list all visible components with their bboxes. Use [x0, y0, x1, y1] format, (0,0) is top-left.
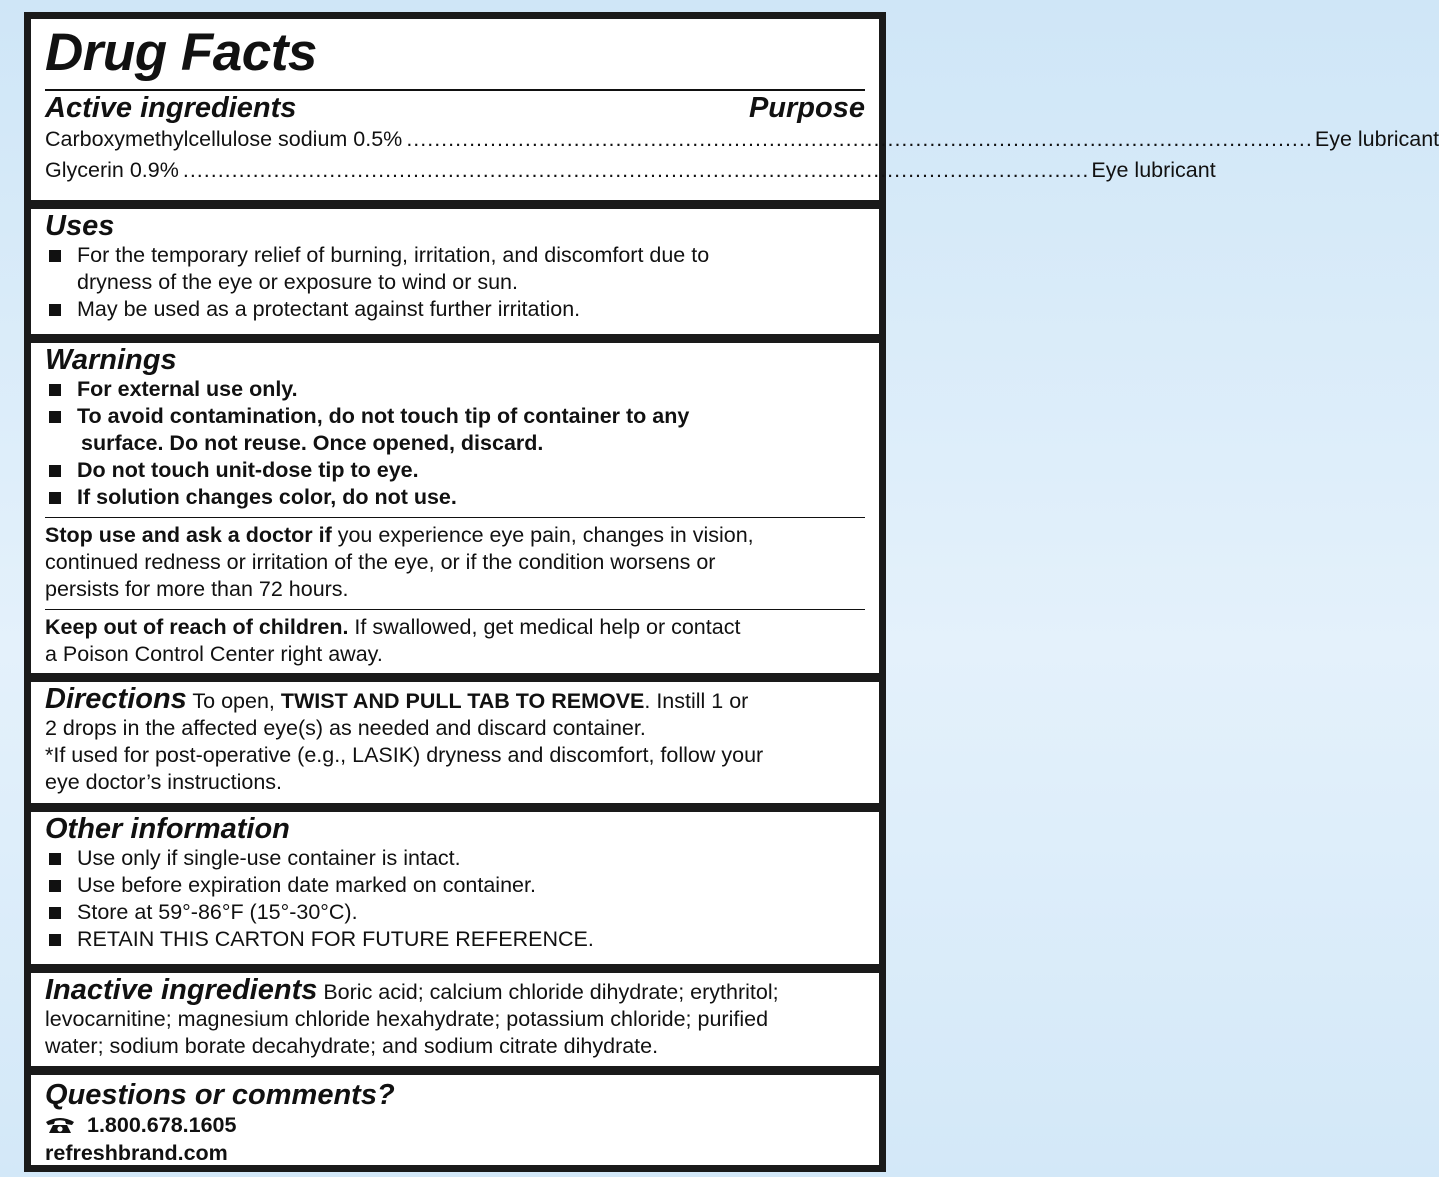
bullet-icon — [49, 492, 61, 504]
active-ingredients-heading: Active ingredients — [45, 92, 297, 124]
phone-row[interactable] — [45, 1111, 865, 1139]
ingredient-row — [45, 124, 1439, 155]
bullet-icon — [49, 465, 61, 477]
list-item — [45, 926, 865, 953]
stop-use-text: persists for more than 72 hours. — [45, 577, 349, 601]
bullet-icon — [49, 934, 61, 946]
directions-heading: Directions — [45, 683, 187, 715]
list-item-text: For external use only. — [77, 377, 298, 401]
directions-text: . Instill 1 or — [644, 689, 749, 713]
ingredient-name: Carboxymethylcellulose sodium 0.5% — [45, 127, 403, 151]
stop-use-text: you experience eye pain, changes in vision, — [331, 523, 754, 547]
list-item — [45, 296, 865, 323]
list-item — [45, 872, 865, 899]
bullet-icon — [49, 384, 61, 396]
questions-panel — [31, 1075, 879, 1165]
bullet-icon — [49, 907, 61, 919]
list-item — [45, 242, 865, 296]
list-item-text: May be used as a protectant against further irritation. — [77, 297, 581, 321]
directions-text: To open, — [186, 689, 281, 713]
divider — [45, 609, 865, 610]
list-item — [45, 845, 865, 872]
keep-out-text: If swallowed, get medical help or contact — [348, 615, 741, 639]
list-item-text: If solution changes color, do not use. — [77, 485, 457, 509]
drug-facts-label — [24, 12, 1439, 1172]
uses-panel — [31, 209, 879, 334]
website-link[interactable]: refreshbrand.com — [45, 1141, 228, 1165]
inactive-block — [45, 974, 865, 1060]
list-item-text: surface. Do not reuse. Once opened, discard. — [81, 431, 544, 455]
list-item — [45, 376, 865, 403]
bullet-icon — [49, 250, 61, 262]
list-item — [45, 484, 865, 511]
keep-out-text: a Poison Control Center right away. — [45, 642, 383, 666]
phone-number[interactable]: 1.800.678.1605 — [87, 1113, 237, 1137]
list-item-text: dryness of the eye or exposure to wind or sun. — [77, 270, 518, 294]
list-item-text: RETAIN THIS CARTON FOR FUTURE REFERENCE. — [77, 927, 594, 951]
list-item-text: Do not touch unit-dose tip to eye. — [77, 458, 419, 482]
divider — [45, 517, 865, 518]
warnings-panel — [31, 343, 879, 673]
directions-panel — [31, 682, 879, 803]
inactive-ingredients-heading: Inactive ingredients — [45, 974, 318, 1006]
purpose-heading: Purpose — [748, 92, 865, 124]
active-heading-row — [45, 91, 865, 124]
questions-heading: Questions or comments? — [45, 1079, 395, 1111]
leader-dots: .................................................................................................................................. — [406, 127, 1313, 151]
inactive-text: levocarnitine; magnesium chloride hexahydrate; potassium chloride; purified — [45, 1007, 769, 1031]
bullet-icon — [49, 880, 61, 892]
list-item-text: To avoid contamination, do not touch tip of container to any — [77, 404, 690, 428]
list-item-text: For the temporary relief of burning, irritation, and discomfort due to — [77, 243, 710, 267]
ingredient-purpose: Eye lubricant — [1091, 158, 1216, 182]
leader-dots: .................................................................................................................................. — [182, 158, 1090, 182]
bullet-icon — [49, 304, 61, 316]
bullet-icon — [49, 853, 61, 865]
directions-text: eye doctor’s instructions. — [45, 770, 283, 794]
directions-emphasis: TWIST AND PULL TAB TO REMOVE — [280, 689, 645, 713]
list-item-text: Use before expiration date marked on container. — [77, 873, 536, 897]
inactive-ingredients-panel — [31, 973, 879, 1066]
other-information-heading: Other information — [45, 813, 290, 845]
ingredient-name: Glycerin 0.9% — [45, 158, 179, 182]
telephone-icon — [45, 1116, 75, 1134]
ingredient-purpose: Eye lubricant — [1314, 127, 1439, 151]
ingredient-row — [45, 155, 1216, 186]
active-ingredients-panel — [31, 19, 1439, 200]
stop-use-block — [45, 522, 865, 603]
list-item-text: Store at 59°-86°F (15°-30°C). — [77, 900, 358, 924]
inactive-text: water; sodium borate decahydrate; and sodium citrate dihydrate. — [45, 1034, 659, 1058]
stop-use-lead: Stop use and ask a doctor if — [45, 523, 332, 547]
directions-block — [45, 683, 865, 796]
bullet-icon — [49, 411, 61, 423]
page-title: Drug Facts — [45, 23, 317, 82]
warnings-heading: Warnings — [45, 344, 177, 376]
directions-text: *If used for post-operative (e.g., LASIK) dryness and discomfort, follow your — [45, 743, 764, 767]
list-item — [45, 899, 865, 926]
keep-out-lead: Keep out of reach of children. — [45, 615, 349, 639]
list-item-text: Use only if single-use container is intact. — [77, 846, 461, 870]
directions-text: 2 drops in the affected eye(s) as needed and discard container. — [45, 716, 646, 740]
other-information-panel — [31, 812, 879, 964]
list-item — [45, 403, 865, 457]
uses-heading: Uses — [45, 210, 115, 242]
keep-out-block — [45, 614, 865, 668]
list-item — [45, 457, 865, 484]
stop-use-text: continued redness or irritation of the eye, or if the condition worsens or — [45, 550, 716, 574]
inactive-text: Boric acid; calcium chloride dihydrate; erythritol; — [317, 980, 779, 1004]
